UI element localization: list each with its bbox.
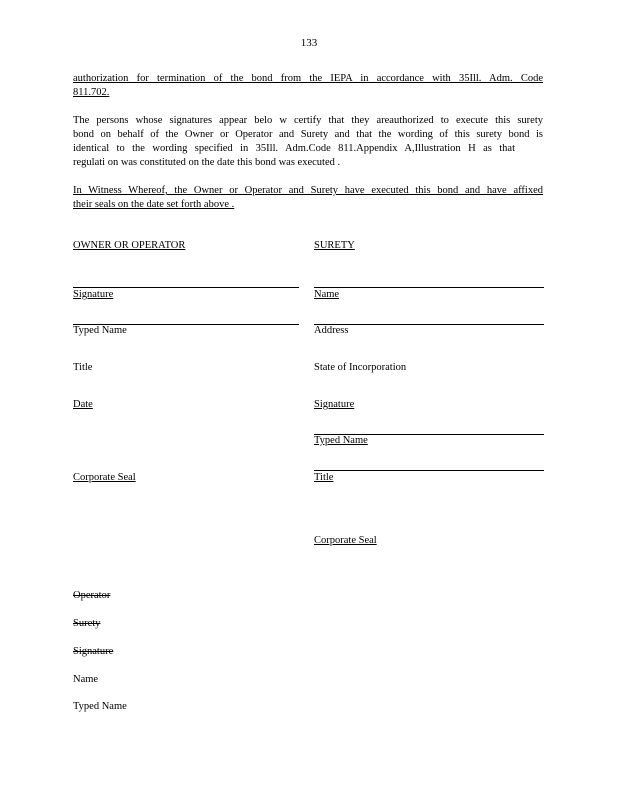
surety-name-label: Name [314, 289, 340, 300]
certification-line-1: The persons whose signatures appear belo w certify that they areauthorized to execute this surety [73, 115, 543, 126]
owner-date-label: Date [73, 399, 93, 410]
surety-signature-label: Signature [314, 399, 355, 410]
certification-paragraph [73, 114, 543, 170]
surety-name-line[interactable] [314, 287, 544, 288]
surety-title-label: Title [314, 472, 334, 483]
bottom-typed-name-label: Typed Name [73, 701, 127, 712]
witness-paragraph [73, 184, 543, 212]
certification-line-2: bond on behalf of the Owner or Operator and Surety and that the wording of this surety bond is [73, 129, 543, 140]
owner-typed-name-label: Typed Name [73, 325, 127, 336]
owner-signature-label: Signature [73, 289, 114, 300]
surety-header: SURETY [314, 240, 355, 251]
authorization-line-1: authorization for termination of the bond from the IEPA in accordance with 35Ill. Adm. Code [73, 73, 543, 84]
struck-operator-label: Operator [73, 590, 111, 601]
surety-address-line[interactable] [314, 324, 544, 325]
authorization-paragraph [73, 72, 543, 100]
page-number: 133 [300, 37, 318, 49]
bottom-name-label: Name [73, 674, 99, 685]
surety-title-line[interactable] [314, 470, 544, 471]
witness-line-1: In Witness Whereof, the Owner or Operator and Surety have executed this bond and have affixed [73, 185, 543, 196]
owner-signature-line[interactable] [73, 287, 299, 288]
owner-operator-header: OWNER OR OPERATOR [73, 240, 186, 251]
surety-corporate-seal-label: Corporate Seal [314, 535, 377, 546]
witness-line-2: their seals on the date set forth above . [73, 199, 235, 210]
surety-address-label: Address [314, 325, 349, 336]
struck-surety-label: Surety [73, 618, 101, 629]
certification-line-4: regulati on was constituted on the date this bond was executed . [73, 157, 341, 168]
authorization-line-2: 811.702. [73, 87, 110, 98]
owner-corporate-seal-label: Corporate Seal [73, 472, 136, 483]
struck-signature-label: Signature [73, 646, 114, 657]
surety-typed-name-label: Typed Name [314, 435, 368, 446]
certification-line-3: identical to the wording specified in 35Ill. Adm.Code 811.Appendix A,Illustration H as that [73, 143, 515, 154]
surety-state-label: State of Incorporation [314, 362, 407, 373]
owner-title-label: Title [73, 362, 93, 373]
